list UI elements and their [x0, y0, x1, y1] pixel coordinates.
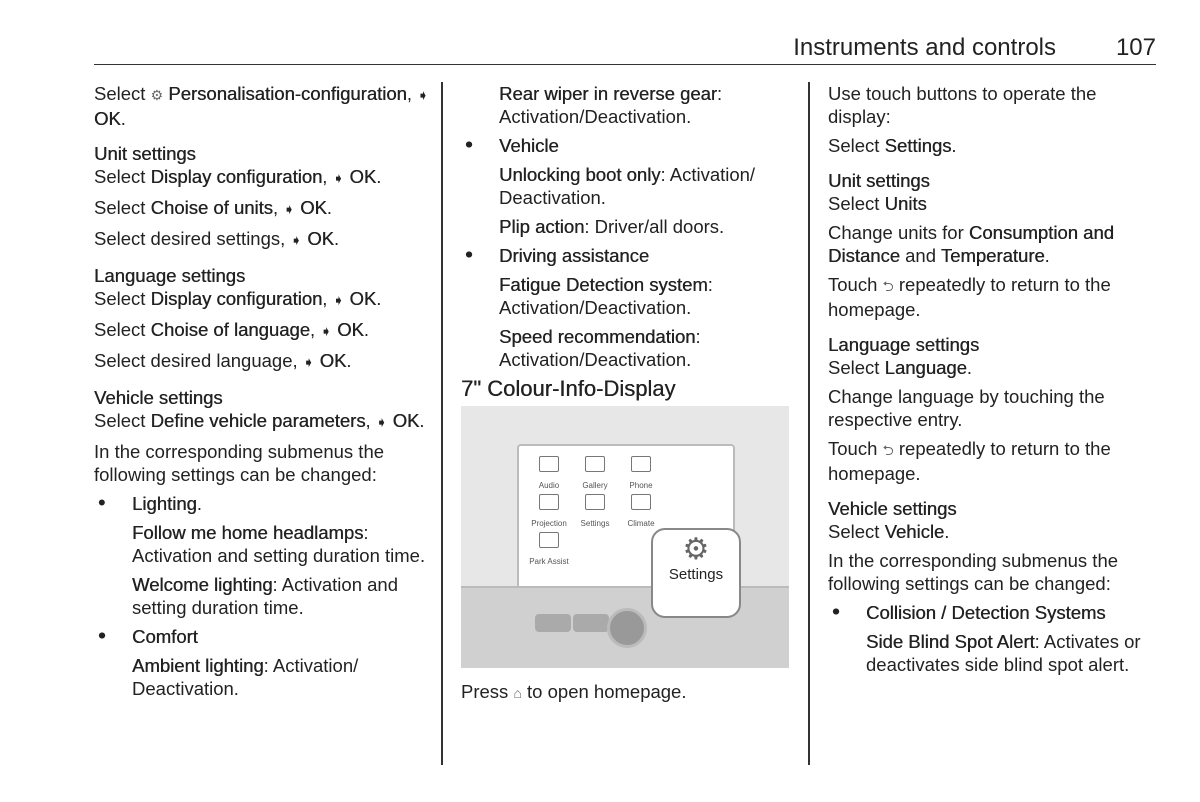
home-icon: ⌂	[513, 685, 522, 701]
rear-wiper-label: Rear wiper in reverse gear	[499, 83, 717, 104]
arrow-icon: ➧	[375, 414, 388, 430]
callout-label: Settings	[668, 566, 724, 583]
choise-language-label: Choise of language	[150, 319, 310, 340]
intro-line: Select ⚙ Personalisation-configuration, ➧ OK.	[94, 83, 429, 129]
column-divider	[441, 82, 443, 765]
select-word: Select	[828, 135, 880, 156]
settings-callout	[651, 528, 741, 618]
tile-label: Climate	[627, 519, 655, 528]
select-word: Select	[94, 319, 146, 340]
select-choise-units: Select Choise of units, ➧ OK.	[94, 196, 429, 221]
ok-label: OK	[392, 410, 420, 431]
sbsa-desc: : Activates or deactivates side blind spot alert.	[866, 631, 1141, 675]
fatigue-desc: : Activation/Deactivation.	[499, 274, 713, 318]
select-word: Select	[94, 166, 146, 187]
rear-wiper-desc: : Activation/Deactivation.	[499, 83, 723, 127]
fatigue-item	[461, 273, 791, 319]
change-units-text: Change units for	[828, 222, 964, 243]
unit-settings-heading: Unit settings	[94, 143, 196, 164]
park-assist-icon	[539, 532, 559, 548]
speed-item	[461, 325, 791, 371]
page-title: Instruments and controls	[793, 34, 1056, 61]
display-config-label: Display configuration	[150, 166, 323, 187]
unlock-label: Unlocking boot only	[499, 164, 661, 185]
press-home-line	[461, 680, 791, 705]
arrow-icon: ➧	[283, 201, 295, 217]
tile-settings	[575, 494, 615, 535]
select-word: Select	[94, 197, 146, 218]
section-heading: 7" Colour-Info-Display	[461, 376, 676, 401]
temperature-label: Temperature	[940, 245, 1045, 266]
ok-label: OK	[319, 350, 347, 371]
select-desired-language: Select desired language, ➧ OK.	[94, 349, 429, 374]
display-config-label: Display configuration	[150, 288, 323, 309]
select-desired-settings: Select desired settings, ➧ OK.	[94, 227, 429, 252]
select-word: Select	[94, 83, 146, 104]
bullet-driving-assistance: • Driving assistance	[461, 244, 791, 267]
tile-projection	[529, 494, 569, 535]
vehicle-label: Vehicle	[884, 521, 945, 542]
ok-label: OK	[300, 197, 327, 218]
tile-gallery	[575, 456, 615, 497]
arrow-icon: ➧	[417, 87, 429, 103]
ok-label: OK	[337, 319, 364, 340]
touch-post-text: repeatedly to return to the homepage.	[828, 274, 1111, 320]
select-choise-language: Select Choise of language, ➧ OK.	[94, 318, 429, 343]
bullet-vehicle: • Vehicle	[461, 134, 791, 157]
tile-climate	[621, 494, 661, 535]
select-word: Select	[828, 193, 880, 214]
tile-park-assist	[529, 532, 569, 573]
column-3	[828, 82, 1158, 682]
column-2	[461, 82, 791, 711]
ambient-label: Ambient lighting	[132, 655, 264, 676]
audio-icon	[539, 456, 559, 472]
units-label: Units	[884, 193, 927, 214]
bullet-lighting: • Lighting.	[94, 492, 429, 515]
submenus-text: In the corresponding submenus the following settings can be changed:	[828, 550, 1119, 594]
gallery-icon	[585, 456, 605, 472]
tile-label: Settings	[580, 519, 610, 528]
consumption-label: Consumption and Distance	[828, 222, 1114, 266]
settings-label: Settings	[884, 135, 952, 156]
personalisation-icon: ⚙	[150, 87, 164, 103]
sbsa-item	[828, 630, 1158, 676]
tile-label: Park Assist	[529, 557, 569, 566]
arrow-icon: ➧	[290, 232, 303, 248]
unit-settings-heading: Unit settings	[828, 170, 930, 191]
bullet-comfort: • Comfort	[94, 625, 429, 648]
submenus-text: In the corresponding submenus the following settings can be changed:	[94, 441, 385, 485]
tile-label: Gallery	[582, 481, 608, 490]
speed-label: Speed recommendation	[499, 326, 696, 347]
back-icon: ⮌	[882, 442, 894, 458]
display-illustration	[461, 406, 789, 668]
bullet-collision: • Collision / Detection Systems	[828, 601, 1158, 624]
touch-post-text: repeatedly to return to the homepage.	[828, 438, 1111, 484]
desired-language-text: Select desired language,	[94, 350, 298, 371]
select-display-config: Select Display configuration, ➧ OK.	[94, 165, 429, 190]
sbsa-label: Side Blind Spot Alert	[866, 631, 1035, 652]
column-1	[94, 82, 429, 706]
arrow-icon: ➧	[320, 323, 333, 339]
select-word: Select	[94, 410, 146, 431]
welcome-desc: : Activation and setting duration time.	[132, 574, 399, 618]
define-vehicle-label: Define vehicle parameters	[150, 410, 366, 431]
unlock-item	[461, 163, 791, 209]
select-vehicle: Select Vehicle.	[828, 521, 950, 542]
press-after-text: to open homepage.	[527, 681, 687, 702]
touch-text: Touch	[828, 438, 878, 459]
touch-return-1	[828, 273, 1158, 321]
settings-icon	[585, 494, 605, 510]
rear-wiper-item	[461, 82, 791, 128]
arrow-icon: ➧	[332, 170, 345, 186]
page-header	[94, 34, 1156, 65]
follow-me-desc: : Activation and setting duration time.	[132, 522, 426, 566]
vehicle-settings-heading: Vehicle settings	[828, 498, 957, 519]
plip-item	[461, 215, 791, 238]
touch-return-2	[828, 437, 1158, 485]
ambient-desc: : Activation/ Deactivation.	[132, 655, 359, 699]
change-units: Change units for Consumption and Distance and Temperature.	[828, 222, 1114, 266]
select-units	[828, 192, 1158, 215]
ambient-item	[94, 654, 429, 700]
ok-label: OK	[307, 228, 335, 249]
bezel-button	[535, 614, 571, 632]
bezel-button	[573, 614, 609, 632]
select-language: Select Language.	[828, 357, 973, 378]
touch-text: Touch	[828, 274, 878, 295]
arrow-icon: ➧	[302, 354, 315, 370]
ok-label: OK	[349, 288, 377, 309]
language-label: Language	[884, 357, 967, 378]
phone-icon	[631, 456, 651, 472]
follow-me-item	[94, 521, 429, 567]
volume-knob	[607, 608, 647, 648]
language-settings-heading: Language settings	[94, 265, 246, 286]
fatigue-label: Fatigue Detection system	[499, 274, 708, 295]
welcome-item	[94, 573, 429, 619]
gear-icon: ⚙	[682, 533, 710, 566]
follow-me-label: Follow me home headlamps	[132, 522, 364, 543]
climate-icon	[631, 494, 651, 510]
tile-label: Projection	[531, 519, 567, 528]
ok-label: OK	[94, 108, 121, 129]
change-language-text: Change language by touching the respective entry.	[828, 386, 1105, 430]
tile-label: Phone	[629, 481, 653, 490]
lighting-label: Lighting	[132, 493, 197, 514]
tile-label: Audio	[538, 481, 560, 490]
language-settings-heading: Language settings	[828, 334, 980, 355]
choise-units-label: Choise of units	[150, 197, 273, 218]
vehicle-settings-heading: Vehicle settings	[94, 387, 223, 408]
select-word: Select	[828, 521, 880, 542]
back-icon: ⮌	[882, 278, 894, 294]
plip-desc: : Driver/all doors.	[584, 216, 725, 237]
select-define-vehicle: Select Define vehicle parameters, ➧ OK.	[94, 409, 429, 434]
column-divider	[808, 82, 810, 765]
projection-icon	[539, 494, 559, 510]
personalisation-label: Personalisation-configuration	[168, 83, 407, 104]
use-touch-text: Use touch buttons to operate the display:	[828, 83, 1097, 127]
ok-label: OK	[349, 166, 377, 187]
arrow-icon: ➧	[332, 292, 345, 308]
tile-audio	[529, 456, 569, 497]
plip-label: Plip action	[499, 216, 585, 237]
welcome-label: Welcome lighting	[132, 574, 273, 595]
select-word: Select	[828, 357, 880, 378]
and-text: and	[905, 245, 936, 266]
page-number: 107	[1115, 34, 1156, 61]
select-display-config-2: Select Display configuration, ➧ OK.	[94, 287, 429, 312]
unlock-desc: : Activation/ Deactivation.	[499, 164, 756, 208]
tile-phone	[621, 456, 661, 497]
desired-settings-text: Select desired settings,	[94, 228, 286, 249]
select-settings: Select Settings.	[828, 135, 957, 156]
press-text: Press	[461, 681, 509, 702]
speed-desc: : Activation/Deactivation.	[499, 326, 701, 370]
select-word: Select	[94, 288, 146, 309]
